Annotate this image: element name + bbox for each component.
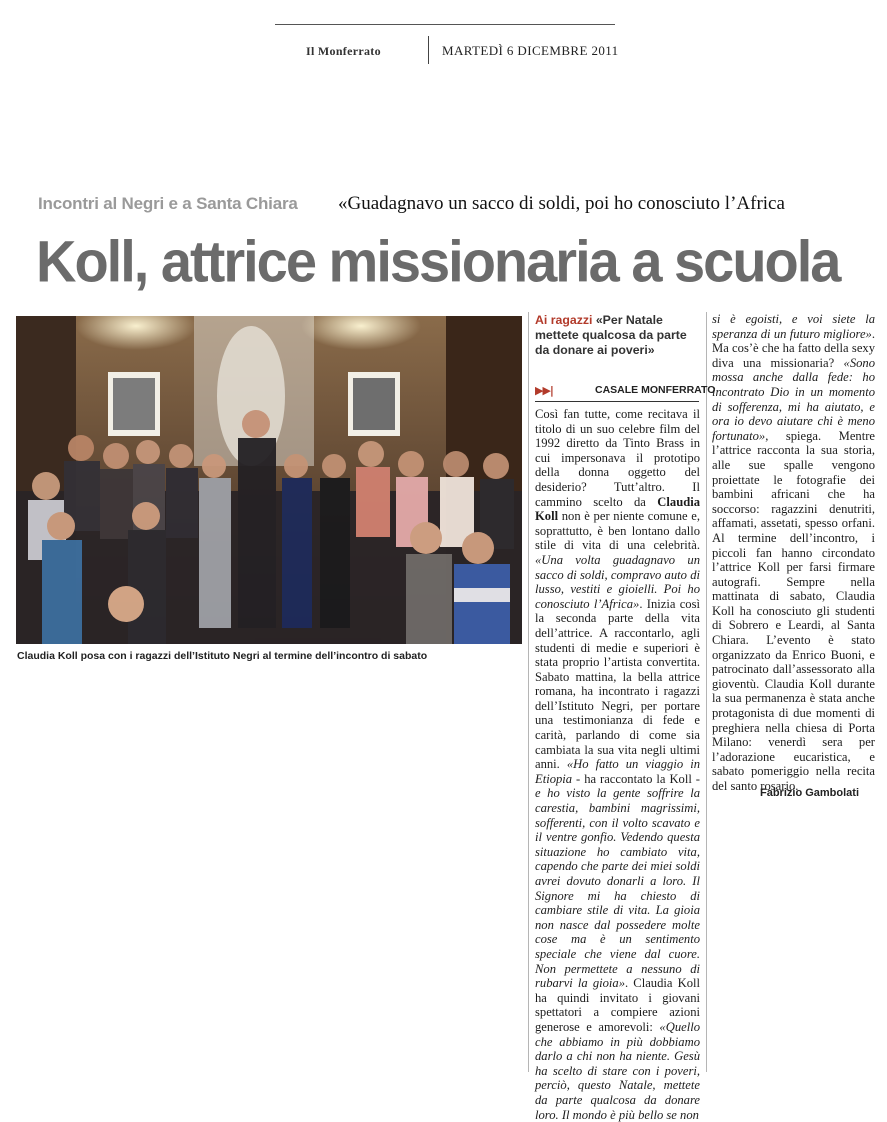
article-photo — [16, 316, 522, 644]
dateline-rule — [535, 401, 699, 402]
article-headline: Koll, attrice missionaria a scuola — [36, 228, 840, 295]
body-paragraph — [535, 407, 700, 1122]
article-body-column-1 — [535, 407, 700, 1122]
col2-text-run: . Inizia così la seconda parte della vita dell’attrice. A raccontarlo, agli studenti di medie e superiori è stata proprio l’artista convertita. Sabato mattina, la bella attrice romana, ha incontrato i ragazzi dell’Istituto Negri, per portare una testimonianza di fede e carità, parlando di come sia cambiata la sua vita negli ultimi anni. — [535, 596, 700, 772]
col3-text-run: si è egoisti, e voi siete la speranza di un futuro migliore» — [712, 312, 875, 341]
column-rule-left — [528, 312, 529, 1072]
col2-text-run: «Ho fatto un viaggio in Etiopia — [535, 757, 700, 786]
header-rule — [275, 24, 615, 25]
col3-text-run: . Ma cos’è che ha fatto della sexy diva una missionaria? — [712, 326, 875, 370]
article-subheadline: «Guadagnavo un sacco di soldi, poi ho conosciuto l’Africa — [338, 193, 785, 214]
byline: Fabrizio Gambolati — [760, 787, 860, 799]
col2-text-run: - ha raccontato la Koll - — [572, 771, 700, 786]
col2-text-run: Così fan tutte, come recitava il titolo di un suo celebre film del 1992 diretto da Tinto Brass in cui impersonava il prototipo della donna oggetto del desiderio? Tutt’altro. Il cammino scelto da — [535, 407, 700, 509]
col3-text-run: «Sono mossa anche dalla fede: ho incontrato Dio in un momento di sofferenza, mi ha aiutato, e ora io devo aiutare chi è meno fortunato» — [712, 355, 875, 443]
newspaper-name: Il Monferrato — [306, 44, 381, 58]
photo-caption: Claudia Koll posa con i ragazzi dell’Istituto Negri al termine dell’incontro di sabato — [17, 650, 428, 662]
col3-text-run: , spiega. Mentre l’attrice racconta la sua storia, alle sue spalle vengono proiettate le fotografie dei bambini africani che ha soccorso: ragazzini denutriti, affamati, assetati, spesso orfani. Al termine dell’incontro, i piccoli fan hanno circondato l’attrice Koll per farsi firmare autografi. Sempre nella mattinata di sabato, Claudia Koll ha conosciuto gli studenti di Sobrero e Leardi, al Santa Chiara. L’evento è stato organizzato da Enrico Buoni, e patrocinato dall’assessorato alla gioventù. Claudia Koll durante la sua permanenza è stata anche protagonista di due momenti di preghiera nella chiesa di Porta Milano: venerdì sera per l’adorazione eucaristica, e sabato pomeriggio nella recita del santo rosario. — [712, 428, 875, 793]
col2-text-run: «Una volta guadagnavo un sacco di soldi, compravo auto di lusso, vestiti e gioielli. Poi ho conosciuto l’Africa» — [535, 552, 700, 611]
article-body-column-2 — [712, 312, 875, 794]
col2-text-run: «Quello che abbiamo in più dobbiamo darlo a chi non ha niente. Gesù ha scelto di stare con i poveri, perciò, questo Natale, mettete da parte qualcosa da donare loro. Il mondo è più bello se non — [535, 1019, 700, 1122]
col2-text-run: e ho visto la gente soffrire la carestia, bambini magrissimi, sofferenti, con il volto scavato e il ventre gonfio. Vedendo questa situazione ho cambiato vita, capendo che parte dei miei soldi avrei dovuto donarli a loro. Il Signore mi ha chiesto di cambiare stile di vita. La gioia non nasce dal possedere molte cose ma è un sentimento speciale che viene dal cuore. Non permettete a nessuno di rubarvi la gioia» — [535, 786, 700, 991]
sidebar-quote-text: «Per Natale mettete qualcosa da parte da donare ai poveri» — [535, 313, 687, 358]
col2-text-run: non è per niente comune e, soprattutto, è ben lontano dallo stile di vita di una celebrità. — [535, 509, 700, 553]
article-kicker: Incontri al Negri e a Santa Chiara — [38, 194, 298, 213]
dateline-arrows-icon: ▶▶| — [535, 384, 553, 397]
group-photo-image — [16, 316, 522, 644]
issue-date: MARTEDÌ 6 DICEMBRE 2011 — [442, 43, 619, 58]
header-separator — [428, 36, 429, 64]
col2-text-run: . Claudia Koll ha quindi invitato i giovani spettatori a compiere azioni generose e amorevoli: — [535, 976, 700, 1034]
column-rule-right — [706, 312, 707, 1072]
dateline-row — [535, 383, 716, 399]
sidebar-quote — [535, 313, 699, 359]
sidebar-label: Ai ragazzi — [535, 313, 593, 327]
dateline: CASALE MONFERRATO — [595, 384, 716, 396]
col2-text-run: Claudia Koll — [535, 494, 700, 524]
body-paragraph — [712, 312, 875, 794]
